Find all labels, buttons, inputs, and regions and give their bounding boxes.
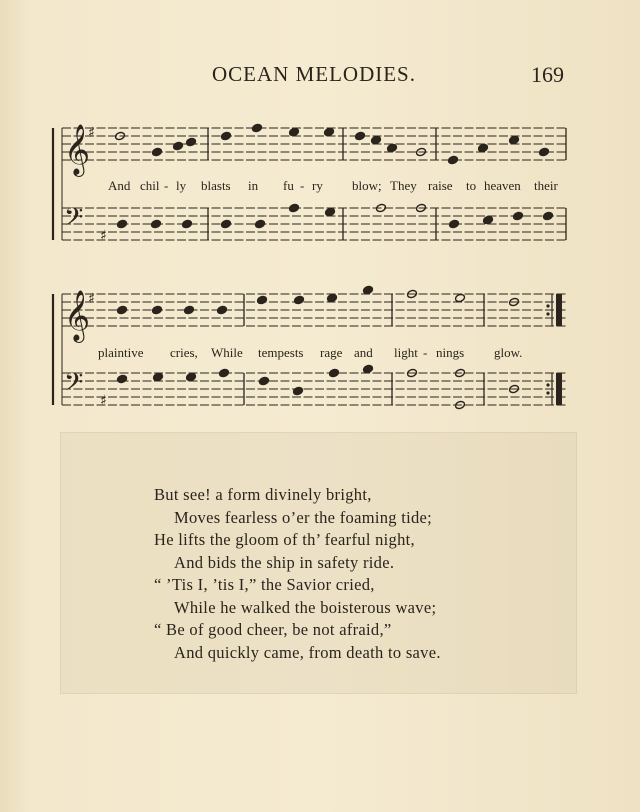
repeat-dot [546,391,549,394]
notes [115,123,554,409]
note [329,368,340,377]
note [255,219,266,228]
note-head [152,147,163,156]
lyric-syllable: their [534,178,558,193]
lyric-syllable: nings [436,345,465,360]
note-head [294,295,305,304]
repeat-dot [546,312,549,315]
note-head [153,372,164,381]
lyric-syllable: - [300,178,305,193]
note [543,211,554,220]
note-head [152,305,163,314]
note-head [455,293,466,302]
note [294,295,305,304]
staff-lines [62,128,566,405]
note-head [173,141,184,150]
lyric-syllable: - [164,178,169,193]
lyric-syllable: - [423,345,428,360]
note [186,137,197,146]
note [186,372,197,381]
note-head [363,364,374,373]
verse-line: But see! a form divinely bright, [154,485,372,504]
note [117,305,128,314]
verse-line: “ Be of good cheer, be not afraid,” [154,620,392,639]
lyric-syllable: They [390,178,417,193]
note [371,135,382,144]
note [455,293,466,302]
repeat-dot [546,383,549,386]
bass-clef-icon: 𝄢 [64,203,84,238]
note [117,219,128,228]
note [363,364,374,373]
note [513,211,524,220]
note [184,305,195,314]
note-head [289,203,300,212]
verse-line: While he walked the boisterous wave; [174,597,437,617]
verse-line: Moves fearless o’er the foaming tide; [174,507,433,527]
note [152,305,163,314]
note [219,368,230,377]
sharp-icon: ♯ [100,228,107,244]
note [289,203,300,212]
note [355,131,366,140]
lyric-syllable: in [248,178,259,193]
note-head [186,137,197,146]
lyric-syllable: ry [312,178,323,193]
note [153,372,164,381]
note [259,376,270,385]
note-head [186,372,197,381]
note-head [289,127,300,136]
note-head [219,368,230,377]
note-head [363,285,374,294]
lyrics-system-1 [108,178,558,193]
lyric-syllable: cries, [170,345,198,360]
lyric-syllable: blasts [201,178,231,193]
verse-stanza [154,484,441,664]
note-head [387,143,398,152]
note [117,374,128,383]
note-head [483,215,494,224]
lyric-syllable: And [108,178,131,193]
lyric-syllable: chil [140,178,160,193]
note-head [539,147,550,156]
note [293,386,304,395]
note [151,219,162,228]
note-head [449,219,460,228]
note [289,127,300,136]
note-head [252,123,263,132]
running-title: OCEAN MELODIES. [212,62,416,86]
note [173,141,184,150]
note [449,219,460,228]
barlines [53,128,566,405]
note-head [327,293,338,302]
note-head [117,305,128,314]
sharp-icon: ♯ [88,125,95,141]
bass-clef-icon: 𝄢 [64,368,84,403]
lyric-syllable: fu [283,178,294,193]
note-head [324,127,335,136]
note-head [509,135,520,144]
note-head [117,219,128,228]
lyric-syllable: blow; [352,178,382,193]
lyric-syllable: While [211,345,243,360]
verse-line: And quickly came, from death to save. [174,642,441,662]
note [217,305,228,314]
note [152,147,163,156]
clefs [64,124,107,409]
treble-clef-icon: 𝄞 [64,124,91,175]
repeat-dot [546,304,549,307]
note-head [255,219,266,228]
lyric-syllable: plaintive [98,345,144,360]
note-head [325,207,336,216]
lyric-syllable: to [466,178,477,193]
note-head [448,155,459,164]
note-head [371,135,382,144]
note [324,127,335,136]
note [509,135,520,144]
treble-clef-icon: 𝄞 [64,290,91,341]
lyric-syllable: rage [320,345,343,360]
verse-line: And bids the ship in safety ride. [174,552,395,572]
note [257,295,268,304]
verse-line: “ ’Tis I, ’tis I,” the Savior cried, [154,575,375,594]
sharp-icon: ♯ [100,393,107,409]
note-head [478,143,489,152]
lyric-syllable: heaven [484,178,521,193]
note [182,219,193,228]
note-head [151,219,162,228]
note [252,123,263,132]
note-head [221,219,232,228]
lyric-syllable: ly [176,178,187,193]
lyric-syllable: raise [428,178,453,193]
note-head [543,211,554,220]
note [327,293,338,302]
note [221,219,232,228]
final-barline [556,294,562,326]
lyrics-system-2 [98,345,522,360]
note [221,131,232,140]
lyric-syllable: tempests [258,345,304,360]
sharp-icon: ♯ [88,291,95,307]
note-head [221,131,232,140]
note-head [293,386,304,395]
lyric-syllable: and [354,345,373,360]
note [478,143,489,152]
page-number: 169 [531,62,564,87]
note-head [355,131,366,140]
note-head [182,219,193,228]
note [325,207,336,216]
note-head [117,374,128,383]
lyric-syllable: light [394,345,418,360]
note [483,215,494,224]
lyric-syllable: glow. [494,345,523,360]
note-head [329,368,340,377]
note [387,143,398,152]
note-head [257,295,268,304]
final-barline [556,373,562,405]
note-head [259,376,270,385]
note-head [217,305,228,314]
note-head [184,305,195,314]
verse-line: He lifts the gloom of th’ fearful night, [154,530,415,549]
note [448,155,459,164]
note [363,285,374,294]
note [539,147,550,156]
note-head [513,211,524,220]
